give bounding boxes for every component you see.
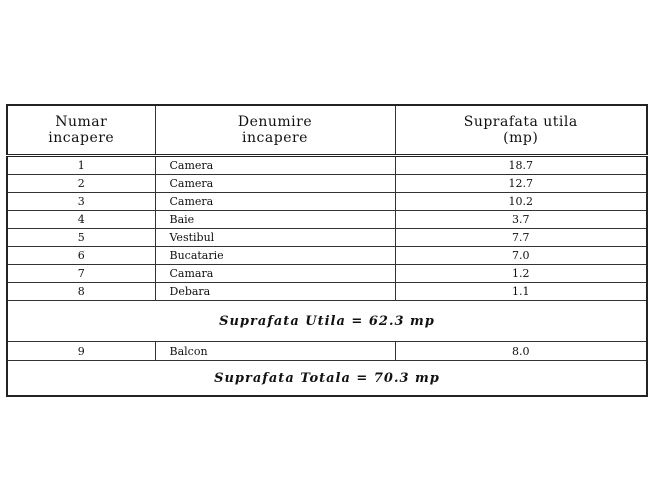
room-area: 1.2 (395, 265, 647, 283)
summary-utila-row (7, 301, 647, 342)
room-number: 1 (7, 156, 155, 175)
room-number: 7 (7, 265, 155, 283)
room-area: 3.7 (395, 211, 647, 229)
room-name: Vestibul (155, 229, 395, 247)
table-row (7, 342, 647, 361)
room-number: 5 (7, 229, 155, 247)
room-area: 18.7 (395, 156, 647, 175)
table-row (7, 193, 647, 211)
rooms-area-table (6, 104, 648, 397)
header-denumire-incapere: Denumire incapere (155, 105, 395, 156)
room-area: 10.2 (395, 193, 647, 211)
room-number: 4 (7, 211, 155, 229)
room-number: 2 (7, 175, 155, 193)
room-area: 7.7 (395, 229, 647, 247)
room-area: 7.0 (395, 247, 647, 265)
room-name: Balcon (155, 342, 395, 361)
room-number: 8 (7, 283, 155, 301)
room-area: 1.1 (395, 283, 647, 301)
table-row (7, 283, 647, 301)
table-row (7, 211, 647, 229)
table-row (7, 265, 647, 283)
room-name: Camera (155, 156, 395, 175)
room-name: Bucatarie (155, 247, 395, 265)
room-area: 8.0 (395, 342, 647, 361)
table-row (7, 229, 647, 247)
header-suprafata-utila: Suprafata utila (mp) (395, 105, 647, 156)
room-name: Camara (155, 265, 395, 283)
suprafata-utila-total: Suprafata Utila = 62.3 mp (7, 301, 647, 342)
room-name: Camera (155, 193, 395, 211)
table-row (7, 247, 647, 265)
table-row (7, 175, 647, 193)
room-area: 12.7 (395, 175, 647, 193)
room-name: Baie (155, 211, 395, 229)
room-number: 9 (7, 342, 155, 361)
room-name: Camera (155, 175, 395, 193)
room-name: Debara (155, 283, 395, 301)
room-number: 6 (7, 247, 155, 265)
document-page (6, 104, 646, 397)
table-header-row (7, 105, 647, 156)
table-row (7, 156, 647, 175)
summary-totala-row (7, 361, 647, 397)
room-number: 3 (7, 193, 155, 211)
header-numar-incapere: Numar incapere (7, 105, 155, 156)
suprafata-totala-total: Suprafata Totala = 70.3 mp (7, 361, 647, 397)
